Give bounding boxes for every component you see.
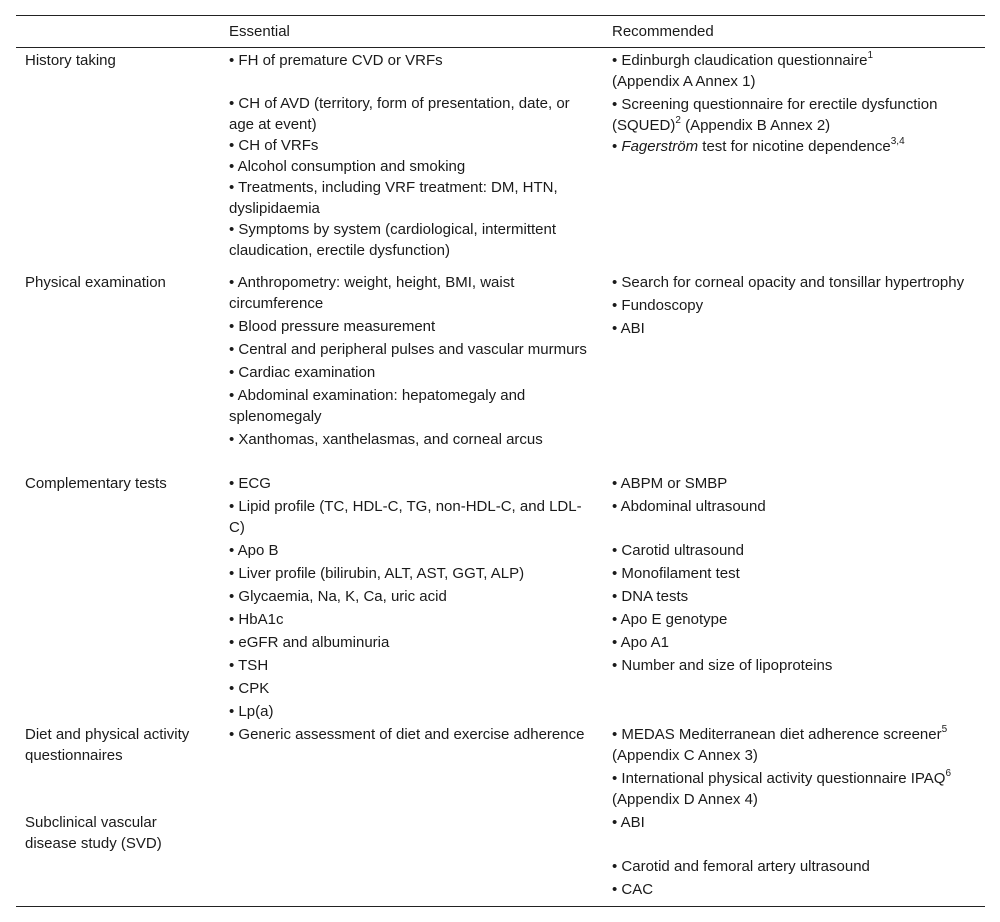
list-item: • DNA tests: [612, 588, 689, 605]
list-item: • Alcohol consumption and smoking: [229, 158, 466, 175]
list-item: • Abdominal ultrasound: [612, 498, 766, 515]
list-item: • Apo B: [229, 542, 279, 559]
recommended-cell: [612, 272, 982, 339]
list-item: • CAC: [612, 881, 654, 898]
list-item: • Treatments, including VRF treatment: DM, HTN, dyslipidaemia: [229, 179, 558, 217]
list-item: • Symptoms by system (cardiological, intermittent claudication, erectile dysfunction): [229, 221, 557, 259]
list-item: • Blood pressure measurement: [229, 318, 436, 335]
list-item: • CH of AVD (territory, form of presentation, date, or age at event): [229, 95, 570, 133]
list-item: • CPK: [229, 680, 270, 697]
list-item: • Central and peripheral pulses and vascular murmurs: [229, 341, 587, 358]
header-col-recommended: Recommended: [612, 23, 714, 40]
essential-cell: [229, 473, 589, 722]
header-rule: [16, 47, 985, 48]
row-label: History taking: [25, 52, 116, 69]
list-item: • Cardiac examination: [229, 364, 376, 381]
recommended-cell: [612, 812, 982, 900]
list-item: • CH of VRFs: [229, 137, 319, 154]
list-item: • Fundoscopy: [612, 297, 704, 314]
essential-cell: [229, 50, 589, 261]
list-item: • Fagerström test for nicotine dependence$^{3,4}$: [612, 136, 905, 155]
list-item: • Generic assessment of diet and exercise adherence: [229, 726, 585, 743]
row-label: Subclinical vascular disease study (SVD): [25, 814, 162, 852]
recommended-cell: [612, 473, 982, 676]
list-item: • FH of premature CVD or VRFs: [229, 52, 443, 69]
table-top-rule: [16, 15, 985, 16]
list-item: • Screening questionnaire for erectile dysfunction (SQUED)$^2$ (Appendix B Annex 2): [612, 96, 938, 134]
list-item: • MEDAS Mediterranean diet adherence screener$^5$ (Appendix C Annex 3): [612, 724, 948, 764]
header-col-essential: Essential: [229, 23, 290, 40]
list-item: • Apo A1: [612, 634, 669, 651]
list-item: • ABPM or SMBP: [612, 475, 728, 492]
list-item: • ECG: [229, 475, 271, 492]
list-item: • Abdominal examination: hepatomegaly and splenomegaly: [229, 387, 526, 425]
list-item: • ABI: [612, 320, 645, 337]
essential-cell: [229, 724, 589, 745]
recommended-cell: [612, 50, 982, 157]
list-item: • Lp(a): [229, 703, 274, 720]
list-item: • TSH: [229, 657, 269, 674]
list-item: • Edinburgh claudication questionnaire$^1$ (Appendix A Annex 1): [612, 50, 873, 90]
list-item: • International physical activity questionnaire IPAQ$^6$ (Appendix D Annex 4): [612, 768, 952, 808]
list-item: • Carotid and femoral artery ultrasound: [612, 858, 870, 875]
row-label: Diet and physical activity questionnaires: [25, 726, 190, 764]
list-item: • ABI: [612, 814, 645, 831]
list-item: • Monofilament test: [612, 565, 740, 582]
list-item: • Lipid profile (TC, HDL-C, TG, non-HDL-C, and LDL-C): [229, 498, 582, 536]
list-item: • Search for corneal opacity and tonsillar hypertrophy: [612, 274, 965, 291]
list-item: • HbA1c: [229, 611, 284, 628]
list-item: • Number and size of lipoproteins: [612, 657, 833, 674]
essential-cell: [229, 272, 589, 450]
list-item: • Glycaemia, Na, K, Ca, uric acid: [229, 588, 447, 605]
list-item: • Anthropometry: weight, height, BMI, waist circumference: [229, 274, 515, 312]
row-label: Complementary tests: [25, 475, 167, 492]
list-item: • eGFR and albuminuria: [229, 634, 390, 651]
recommended-cell: [612, 724, 982, 810]
list-item: • Carotid ultrasound: [612, 542, 744, 559]
list-item: • Liver profile (bilirubin, ALT, AST, GGT, ALP): [229, 565, 525, 582]
row-label: Physical examination: [25, 274, 166, 291]
list-item: • Apo E genotype: [612, 611, 728, 628]
list-item: • Xanthomas, xanthelasmas, and corneal arcus: [229, 431, 543, 448]
table-bottom-rule: [16, 906, 985, 907]
